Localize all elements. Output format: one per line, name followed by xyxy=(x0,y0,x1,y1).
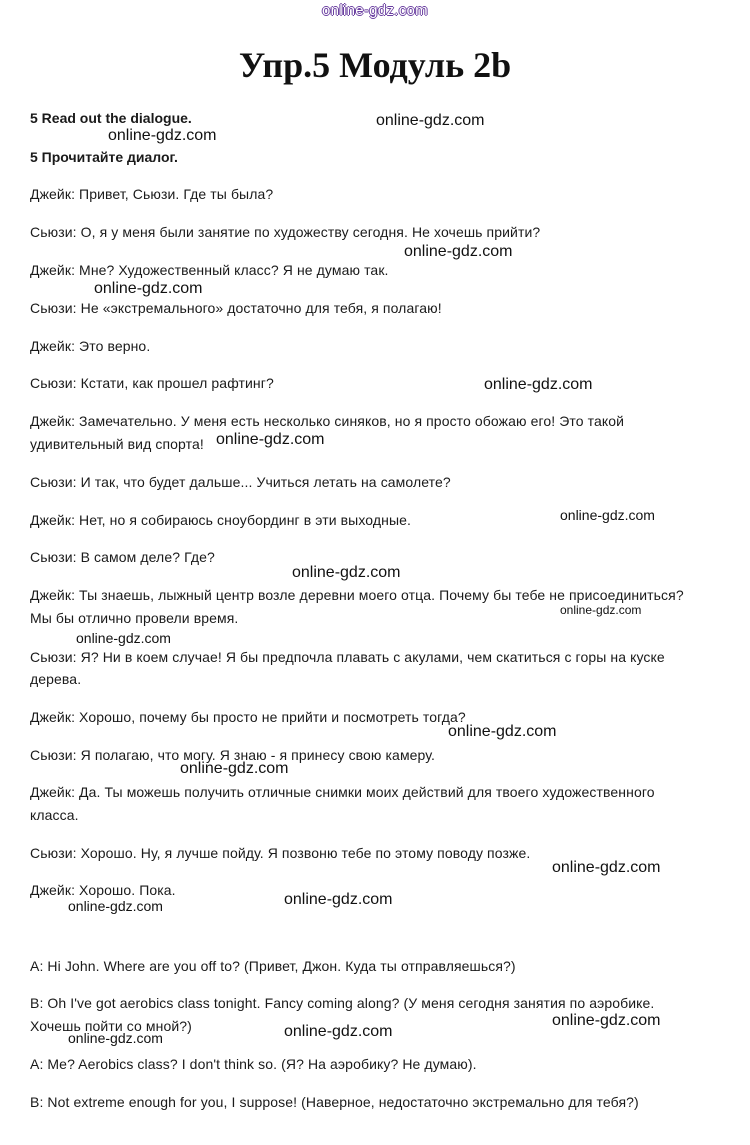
watermark: online-gdz.com xyxy=(180,760,289,777)
task-heading-ru: 5 Прочитайте диалог. xyxy=(30,149,178,165)
example-line: B: Not extreme enough for you, I suppose! (Наверное, недостаточно экстремально для тебя?) xyxy=(30,1094,639,1110)
dialogue-line: Сьюзи: Хорошо. Ну, я лучше пойду. Я позвоню тебе по этому поводу позже. xyxy=(30,845,531,861)
watermark: online-gdz.com xyxy=(284,1023,393,1040)
dialogue-line: Сьюзи: Не «экстремального» достаточно для тебя, я полагаю! xyxy=(30,300,442,316)
example-line: B: Oh I've got aerobics class tonight. Fancy coming along? (У меня сегодня занятия по аэробике. xyxy=(30,995,655,1011)
dialogue-line: Сьюзи: В самом деле? Где? xyxy=(30,549,215,565)
dialogue-line: удивительный вид спорта! xyxy=(30,436,204,452)
dialogue-line: класса. xyxy=(30,807,79,823)
dialogue-line: Сьюзи: Я полагаю, что могу. Я знаю - я принесу свою камеру. xyxy=(30,747,435,763)
dialogue-line: Джейк: Нет, но я собираюсь сноубординг в эти выходные. xyxy=(30,512,411,528)
watermark: online-gdz.com xyxy=(292,564,401,581)
example-line: Хочешь пойти со мной?) xyxy=(30,1018,192,1034)
dialogue-line: Сьюзи: И так, что будет дальше... Учиться летать на самолете? xyxy=(30,474,451,490)
watermark: online-gdz.com xyxy=(94,280,203,297)
dialogue-line: Джейк: Привет, Сьюзи. Где ты была? xyxy=(30,186,274,202)
example-line: A: Hi John. Where are you off to? (Привет, Джон. Куда ты отправляешься?) xyxy=(30,958,516,974)
watermark: online-gdz.com xyxy=(216,431,325,448)
dialogue-line: дерева. xyxy=(30,671,82,687)
dialogue-line: Сьюзи: Я? Ни в коем случае! Я бы предпочла плавать с акулами, чем скатиться с горы на куске xyxy=(30,649,665,665)
watermark: online-gdz.com xyxy=(484,376,593,393)
watermark: online-gdz.com xyxy=(404,243,513,260)
dialogue-line: Джейк: Хорошо. Пока. xyxy=(30,882,176,898)
watermark: online-gdz.com xyxy=(552,859,661,876)
dialogue-line: Джейк: Мне? Художественный класс? Я не думаю так. xyxy=(30,262,389,278)
watermark: online-gdz.com xyxy=(68,898,163,914)
dialogue-line: Джейк: Хорошо, почему бы просто не прийти и посмотреть тогда? xyxy=(30,709,466,725)
watermark: online-gdz.com xyxy=(552,1012,661,1029)
watermark: online-gdz.com xyxy=(76,630,171,646)
watermark: online-gdz.com xyxy=(560,603,642,617)
dialogue-line: Джейк: Да. Ты можешь получить отличные снимки моих действий для твоего художественного xyxy=(30,784,655,800)
watermark: online-gdz.com xyxy=(448,723,557,740)
dialogue-line: Джейк: Ты знаешь, лыжный центр возле деревни моего отца. Почему бы тебе не присоединиться? xyxy=(30,587,684,603)
page-title: Упр.5 Модуль 2b xyxy=(238,45,512,85)
watermark: online-gdz.com xyxy=(376,112,485,129)
example-line: A: Me? Aerobics class? I don't think so. (Я? На аэробику? Не думаю). xyxy=(30,1056,477,1072)
watermark: online-gdz.com xyxy=(284,891,393,908)
watermark: online-gdz.com xyxy=(560,507,655,523)
task-heading-en: 5 Read out the dialogue. xyxy=(30,110,192,126)
dialogue-line: Сьюзи: О, я у меня были занятие по художеству сегодня. Не хочешь прийти? xyxy=(30,224,541,240)
watermark: online-gdz.com xyxy=(108,127,217,144)
dialogue-line: Джейк: Замечательно. У меня есть несколько синяков, но я просто обожаю его! Это такой xyxy=(30,413,625,429)
dialogue-line: Мы бы отлично провели время. xyxy=(30,610,239,626)
site-watermark-top: online-gdz.com xyxy=(322,2,428,19)
dialogue-line: Сьюзи: Кстати, как прошел рафтинг? xyxy=(30,375,274,391)
watermark: online-gdz.com xyxy=(68,1030,163,1046)
dialogue-line: Джейк: Это верно. xyxy=(30,338,151,354)
